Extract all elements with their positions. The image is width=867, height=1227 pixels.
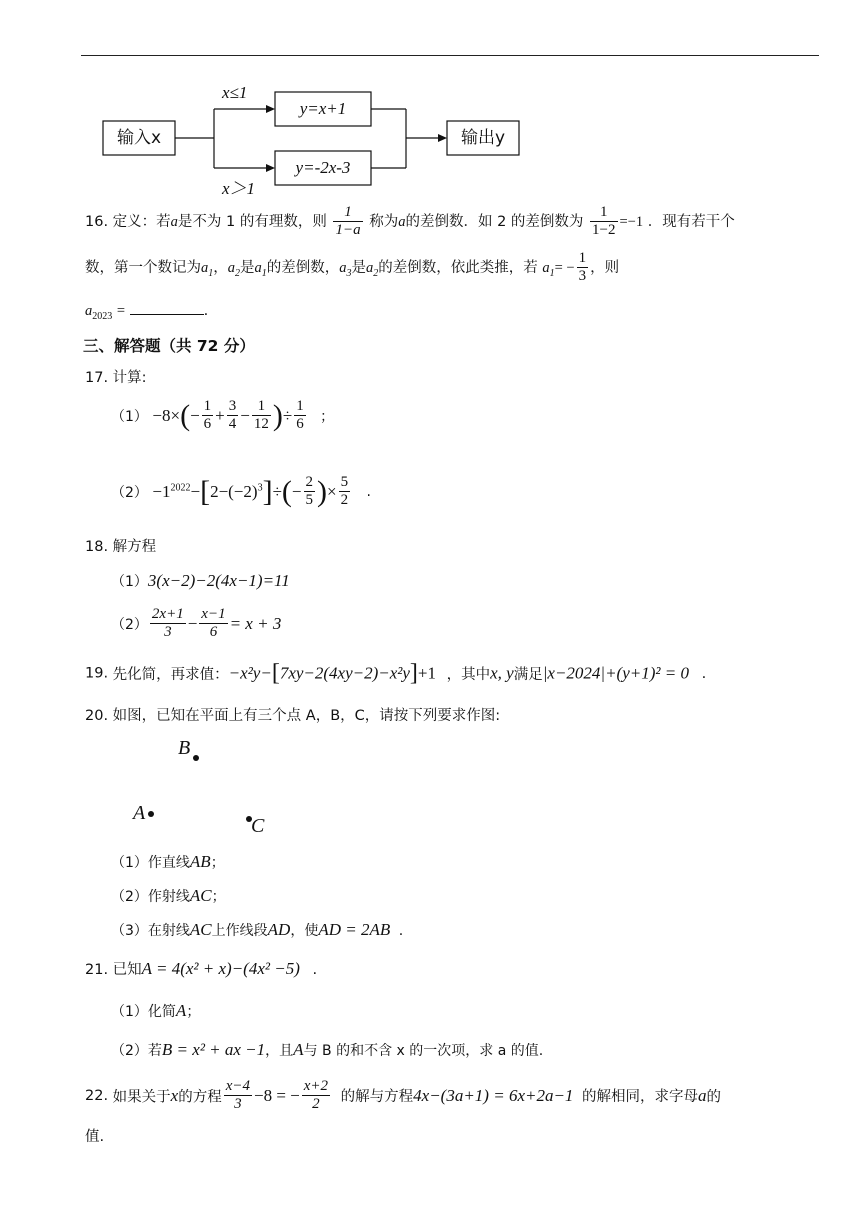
q16-answer-blank (130, 302, 204, 315)
flow-formula-bottom: y=-2x-3 (295, 158, 351, 177)
q16-answer-var: a (85, 303, 93, 319)
q20-part-2: （2）作射线AC； (111, 886, 226, 905)
q16-text: 的差倒数， (266, 259, 340, 276)
flow-cond-top: x≤1 (222, 83, 248, 102)
q19-line: 19. 先化简，再求值：−x²y−[7xy−2(4xy−2)−x²y]+1 ，其中x, y满足|x−2024|+(y+1)² = 0 . (85, 660, 707, 686)
q21-number: 21. (85, 962, 109, 978)
q17-p2-label: （2） (111, 484, 148, 501)
q21-line: 21. 已知A = 4(x² + x)−(4x² −5) . (85, 959, 318, 978)
q17-part-2: $(2) -1^{2022}-[2-(-2)^3]\div(-$ $\frac{2}{5}$ )× $\frac{5}{2}$ . (111, 474, 371, 509)
q20-line (85, 704, 500, 725)
q16-answer-sub: 2023 (92, 310, 113, 322)
q22-line-1: 22. 如果关于x的方程 $\frac{x-4}{3}$ −8 = − $\frac{x+2}{2}$ 的解与方程4x−(3a+1) = 6x+2a−1 的解相同，求字母a的 (85, 1078, 722, 1113)
q21-part-2: （2）若B = x² + ax −1，且A与 B 的和不含 x 的一次项，求 a 的值. (111, 1040, 544, 1059)
q16-text: ， (213, 259, 228, 276)
q16-text: 是 (240, 259, 255, 276)
q16-answer-eq: = (116, 303, 126, 319)
q17-title (85, 366, 147, 387)
q17-number: 17. (85, 370, 109, 386)
q16-example-result: =−1 (619, 213, 644, 230)
q16-example-fraction: $\frac{1}{1-2}$ (592, 204, 616, 239)
q16-text: ，则 (590, 259, 620, 276)
arrow-top-icon (266, 105, 275, 113)
q18-p1-label: （1） (111, 574, 148, 590)
q18-p2-label: （2） (111, 616, 148, 633)
q17-title-text: 计算: (112, 370, 147, 386)
q16-fraction: $\frac{1}{1-a}$ (335, 204, 361, 239)
point-a-label: A (133, 802, 146, 824)
q18-title (85, 535, 156, 556)
q16-text: 数，第一个数记为 (85, 259, 201, 276)
q16-text: 定义：若 (112, 213, 171, 230)
q16-answer-end: . (203, 303, 209, 319)
q16-text: 的差倒数，依此类推，若 (378, 259, 538, 276)
point-a-dot (148, 811, 154, 817)
q18-part-2: （2） $\frac{2x+1}{3}$ − $\frac{x-1}{6}$ = x + 3 (111, 606, 282, 641)
q16-text: 称为 (369, 213, 399, 230)
point-b-dot (193, 755, 199, 761)
flow-formula-top: y=x+1 (299, 99, 347, 118)
q16-answer-line (85, 302, 208, 322)
flow-cond-bottom: x＞1 (222, 179, 256, 198)
q18-part-1 (111, 571, 290, 591)
q17-p1-pre: −8× (152, 405, 181, 425)
q19-number: 19. (85, 665, 109, 682)
q16-text: 的差倒数．如 2 的差倒数为 (405, 213, 584, 230)
q20-part-3: （3）在射线AC上作线段AD，使AD = 2AB . (111, 920, 404, 939)
q16-var-a: a (170, 213, 178, 230)
q17-p1-label: （1） (111, 408, 148, 425)
q21-part-1: （1）化简A； (111, 1001, 201, 1020)
q20-text: 如图，已知在平面上有三个点 A，B，C，请按下列要求作图: (112, 708, 501, 724)
q22-number: 22. (85, 1087, 109, 1104)
flowchart-diagram (0, 0, 867, 200)
q16-a1-eq: = − (554, 259, 575, 276)
q16-var-a: a (398, 213, 406, 230)
q16-text: 是不为 1 的有理数，则 (177, 213, 327, 230)
point-c-label: C (251, 815, 265, 837)
arrow-output-icon (438, 134, 447, 142)
q19-text: 先化简，再求值： (112, 667, 229, 683)
q16-text: 是 (351, 259, 366, 276)
q18-p1-equation: 3(x−2)−2(4x−1)=11 (147, 571, 290, 590)
point-b-label: B (178, 737, 191, 759)
q18-title-text: 解方程 (112, 539, 157, 555)
q16-number: 16. (85, 213, 109, 230)
flow-input-label: 输入x (116, 128, 162, 148)
q16-text: ．现有若干个 (647, 213, 735, 230)
q16-a1-fraction: $\frac{1}{3}$ (578, 250, 587, 285)
q17-part-1: （1） −8×(− $\frac{1}{6}$ + $\frac{3}{4}$ − $\frac{1}{12}$ )÷ $\frac{1}{6}$ ； (111, 398, 335, 433)
q16-line-1 (85, 204, 735, 240)
q16-line-2: 数，第一个数记为$a_1$，$a_2$是$a_1$的差倒数，$a_3$是$a_2$的差倒数，依此类推，若 $a_1=$ − $\frac{1}{3}$ ，则 (85, 250, 620, 285)
arrow-bottom-icon (266, 164, 275, 172)
q22-line-2: 值. (85, 1129, 105, 1145)
q20-number: 20. (85, 708, 109, 724)
q18-number: 18. (85, 539, 109, 555)
flow-output-label: 输出y (460, 128, 506, 148)
section-heading: 三、解答题（共 72 分） (83, 337, 255, 355)
q20-part-1: （1）作直线AB； (111, 852, 225, 871)
